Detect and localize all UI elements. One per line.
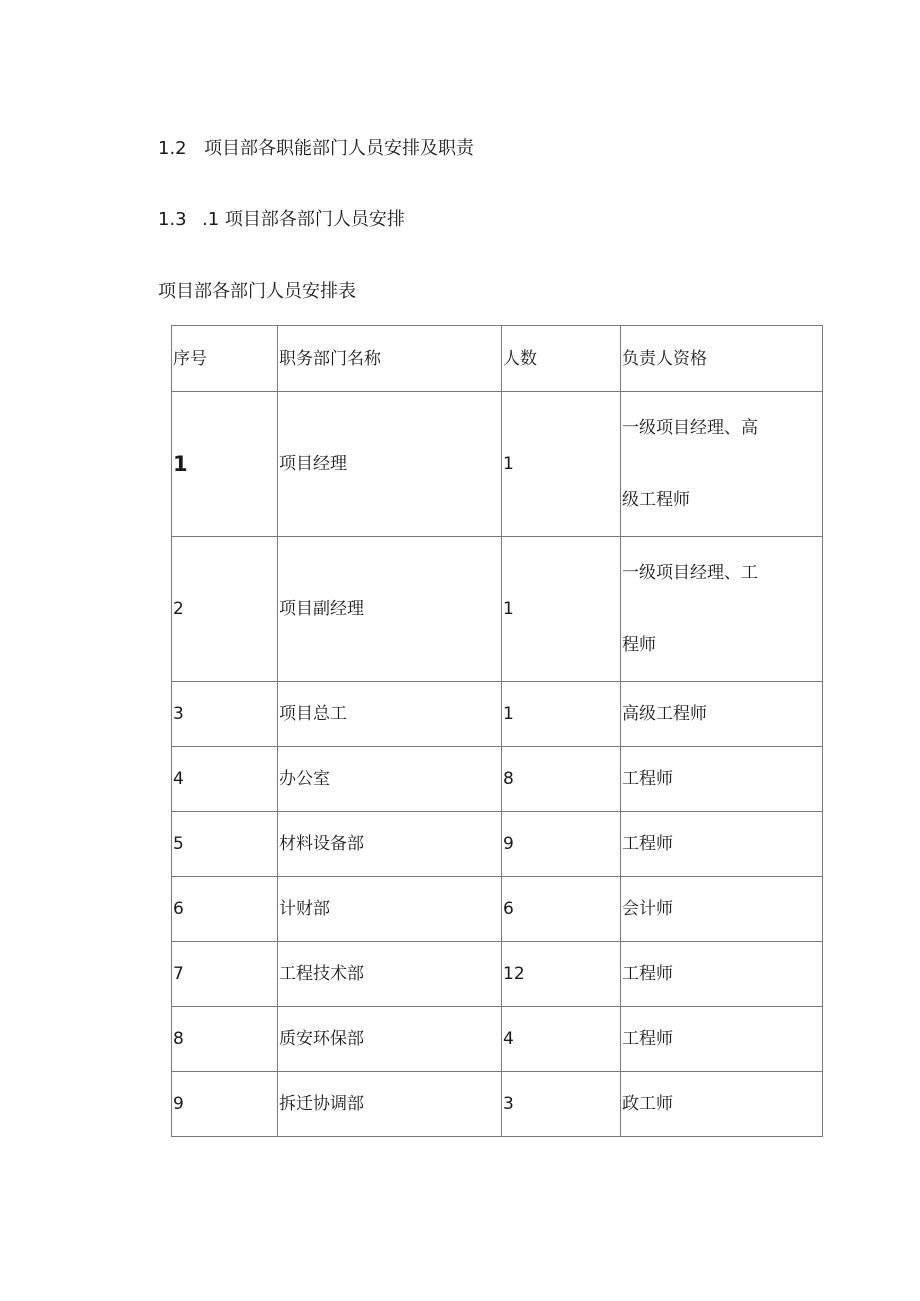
section-number: 1.3 bbox=[158, 209, 187, 230]
cell-count: 6 bbox=[502, 877, 621, 942]
cell-seq: 6 bbox=[172, 877, 278, 942]
cell-qual: 政工师 bbox=[621, 1072, 823, 1137]
cell-dept: 项目总工 bbox=[278, 682, 502, 747]
cell-qual-line: 级工程师 bbox=[622, 490, 690, 510]
table-row bbox=[172, 1072, 823, 1137]
table-row bbox=[172, 1007, 823, 1072]
cell-qual-line: 一级项目经理、高 bbox=[622, 418, 758, 438]
staff-arrangement-table bbox=[171, 325, 823, 1137]
cell-count: 1 bbox=[502, 537, 621, 682]
table-row bbox=[172, 537, 823, 682]
table-row bbox=[172, 877, 823, 942]
section-title: .1 项目部各部门人员安排 bbox=[202, 209, 405, 230]
column-header-count: 人数 bbox=[502, 326, 621, 392]
table-caption: 项目部各部门人员安排表 bbox=[158, 281, 356, 302]
section-heading-1-3 bbox=[158, 208, 405, 232]
cell-qual: 高级工程师 bbox=[621, 682, 823, 747]
cell-count: 9 bbox=[502, 812, 621, 877]
cell-qual: 工程师 bbox=[621, 747, 823, 812]
table-row bbox=[172, 747, 823, 812]
cell-dept: 计财部 bbox=[278, 877, 502, 942]
cell-seq: 9 bbox=[172, 1072, 278, 1137]
section-number: 1.2 bbox=[158, 138, 187, 159]
column-header-dept: 职务部门名称 bbox=[278, 326, 502, 392]
cell-qual: 工程师 bbox=[621, 1007, 823, 1072]
cell-dept: 材料设备部 bbox=[278, 812, 502, 877]
cell-seq: 2 bbox=[172, 537, 278, 682]
cell-seq: 5 bbox=[172, 812, 278, 877]
table-header-row bbox=[172, 326, 823, 392]
cell-count: 8 bbox=[502, 747, 621, 812]
cell-qual: 工程师 bbox=[621, 942, 823, 1007]
column-header-seq: 序号 bbox=[172, 326, 278, 392]
cell-seq: 7 bbox=[172, 942, 278, 1007]
cell-count: 1 bbox=[502, 682, 621, 747]
table-row bbox=[172, 812, 823, 877]
cell-qual: 会计师 bbox=[621, 877, 823, 942]
cell-seq: 1 bbox=[172, 392, 278, 537]
cell-qual: 工程师 bbox=[621, 812, 823, 877]
cell-seq: 8 bbox=[172, 1007, 278, 1072]
table-row bbox=[172, 682, 823, 747]
cell-seq: 3 bbox=[172, 682, 278, 747]
column-header-qual: 负责人资格 bbox=[621, 326, 823, 392]
cell-dept: 拆迁协调部 bbox=[278, 1072, 502, 1137]
cell-seq: 4 bbox=[172, 747, 278, 812]
cell-qual bbox=[621, 392, 823, 537]
cell-dept: 质安环保部 bbox=[278, 1007, 502, 1072]
cell-dept: 项目副经理 bbox=[278, 537, 502, 682]
cell-count: 1 bbox=[502, 392, 621, 537]
cell-count: 3 bbox=[502, 1072, 621, 1137]
table-row bbox=[172, 392, 823, 537]
cell-dept: 工程技术部 bbox=[278, 942, 502, 1007]
cell-qual-line: 程师 bbox=[622, 635, 656, 655]
section-heading-1-2 bbox=[158, 137, 474, 161]
cell-dept: 办公室 bbox=[278, 747, 502, 812]
cell-dept: 项目经理 bbox=[278, 392, 502, 537]
cell-count: 4 bbox=[502, 1007, 621, 1072]
cell-qual-line: 一级项目经理、工 bbox=[622, 563, 758, 583]
cell-count: 12 bbox=[502, 942, 621, 1007]
section-title: 项目部各职能部门人员安排及职责 bbox=[204, 138, 474, 159]
cell-qual bbox=[621, 537, 823, 682]
table-row bbox=[172, 942, 823, 1007]
